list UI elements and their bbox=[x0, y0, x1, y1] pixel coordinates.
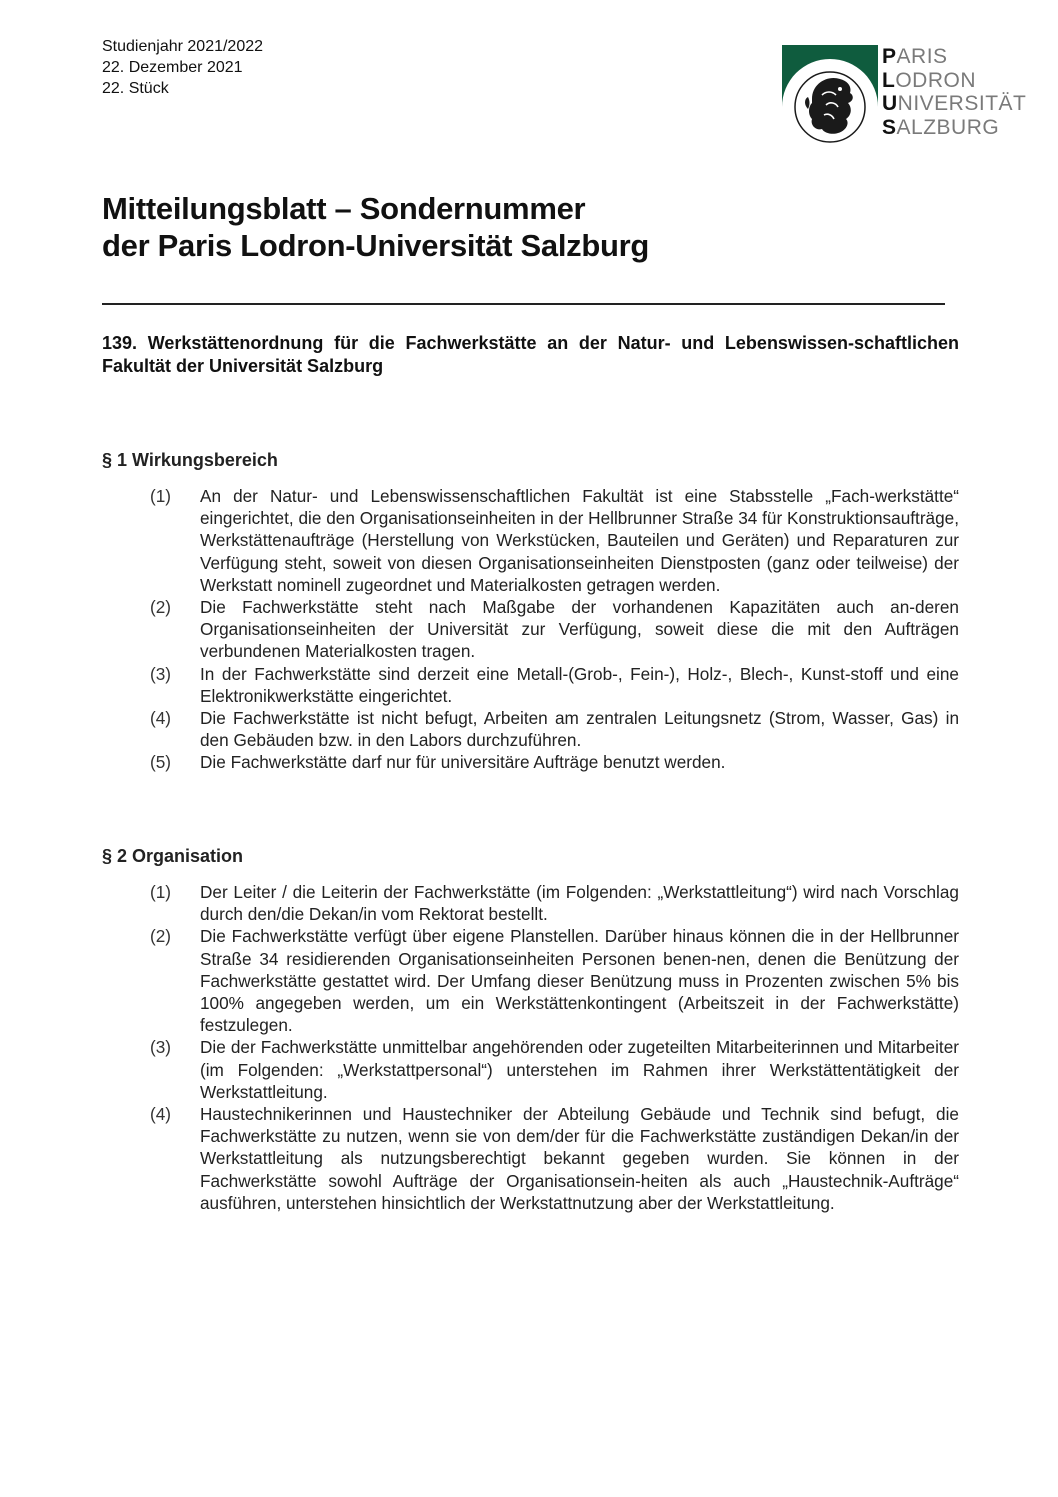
document-subtitle: 139. Werkstättenordnung für die Fachwerkstätte an der Natur- und Lebenswissen-schaftlichen Fakultät der Universität Salzburg bbox=[102, 333, 959, 376]
item-text: In der Fachwerkstätte sind derzeit eine Metall-(Grob-, Fein-), Holz-, Blech-, Kunst-stoff und eine Elektronikwerkstätte eingerichtet. bbox=[200, 663, 959, 706]
logo-word: ARIS bbox=[896, 45, 948, 68]
section-2 bbox=[102, 845, 959, 1214]
item-number: (3) bbox=[150, 663, 172, 684]
section-1 bbox=[102, 449, 959, 774]
section-heading: § 2 Organisation bbox=[102, 846, 244, 866]
divider bbox=[102, 303, 945, 305]
logo-word: ODRON bbox=[895, 68, 976, 92]
list-item bbox=[102, 485, 959, 596]
item-number: (4) bbox=[150, 1104, 172, 1125]
list-item bbox=[102, 1103, 959, 1214]
issue-number: 22. Stück bbox=[102, 80, 169, 97]
logo-initial: U bbox=[882, 92, 898, 115]
title-line-1: Mitteilungsblatt – Sondernummer bbox=[102, 191, 586, 226]
list-item bbox=[102, 1036, 959, 1103]
logo-initial: P bbox=[882, 45, 897, 68]
item-text: Die Fachwerkstätte darf nur für universitäre Aufträge benutzt werden. bbox=[200, 752, 726, 773]
list-item bbox=[102, 881, 959, 925]
section-items bbox=[102, 881, 959, 1214]
title-line-2: der Paris Lodron-Universität Salzburg bbox=[102, 228, 650, 263]
section-items bbox=[102, 485, 959, 774]
study-year: Studienjahr 2021/2022 bbox=[102, 38, 264, 55]
list-item bbox=[102, 663, 959, 707]
section-heading: § 1 Wirkungsbereich bbox=[102, 450, 278, 470]
item-text: Die der Fachwerkstätte unmittelbar angehörenden oder zugeteilten Mitarbeiterinnen und Mitarbeiter (im Folgenden: „Werkstattpersonal“) unterstehen im Rahmen ihrer Werkstättentätigkeit der Werkstattleitung. bbox=[200, 1037, 959, 1102]
item-number: (1) bbox=[150, 486, 172, 506]
item-text: Die Fachwerkstätte steht nach Maßgabe der vorhandenen Kapazitäten auch an-deren Organisationseinheiten der Universität zur Verfügung, soweit diese die mit den Aufträgen verbundenen Materialkosten tragen. bbox=[200, 597, 959, 662]
logo-initial: S bbox=[882, 115, 897, 139]
item-text: An der Natur- und Lebenswissenschaftlichen Fakultät ist eine Stabsstelle „Fach-werkstätte“ eingerichtet, die den Organisationseinheiten in der Hellbrunner Straße 34 für Konstruktionsaufträge, Werkstättenaufträge (Herstellung von Werkstücken, Bauteilen und Geräten) und Reparaturen zur Verfügung steht, soweit von diesen Organisationseinheiten Dienstposten (ganz oder teilweise) der Werkstatt nominell zugeordnet und Materialkosten getragen werden. bbox=[200, 486, 959, 595]
item-text: Der Leiter / die Leiterin der Fachwerkstätte (im Folgenden: „Werkstattleitung“) wird nach Vorschlag durch den/die Dekan/in vom Rektorat bestellt. bbox=[200, 882, 959, 925]
issue-metadata bbox=[102, 36, 263, 99]
item-number: (3) bbox=[150, 1037, 172, 1058]
item-text: Die Fachwerkstätte ist nicht befugt, Arbeiten am zentralen Leitungsnetz (Strom, Wasser, Gas) in den Gebäuden bzw. in den Labors durchzuführen. bbox=[200, 708, 959, 751]
list-item bbox=[102, 925, 959, 1036]
item-number: (4) bbox=[150, 708, 172, 729]
lion-seal-icon bbox=[782, 45, 878, 145]
list-item bbox=[102, 751, 959, 773]
logo-word: NIVERSITÄT bbox=[897, 92, 1027, 115]
item-number: (2) bbox=[150, 926, 172, 947]
item-text: Haustechnikerinnen und Haustechniker der Abteilung Gebäude und Technik sind befugt, die Fachwerkstätte zu nutzen, wenn sie von dem/der für die Fachwerkstätte zuständigen Dekan/in der Werkstattleitung als nutzungsberechtigt bekannt gegeben wurden. Sie können in der Fachwerkstätte sowohl Aufträge der Organisationsein-heiten als auch „Haustechnik-Aufträge“ ausführen, unterstehen hinsichtlich der Werkstattnutzung aber der Werkstattleitung. bbox=[200, 1104, 959, 1213]
university-logo bbox=[782, 45, 1032, 145]
issue-date: 22. Dezember 2021 bbox=[102, 59, 243, 76]
list-item bbox=[102, 596, 959, 663]
logo-word: ALZBURG bbox=[896, 115, 1000, 139]
page-title bbox=[102, 190, 649, 264]
list-item bbox=[102, 707, 959, 751]
item-number: (1) bbox=[150, 882, 172, 902]
logo-wordmark bbox=[882, 45, 1026, 139]
item-number: (5) bbox=[150, 752, 172, 773]
logo-initial: L bbox=[882, 68, 896, 92]
item-number: (2) bbox=[150, 597, 172, 618]
item-text: Die Fachwerkstätte verfügt über eigene Planstellen. Darüber hinaus können die in der Hellbrunner Straße 34 residierenden Organisationseinheiten Personen benen-nen, denen die Benützung der Fachwerkstätte gestattet wird. Der Umfang dieser Benützung muss in Prozenten zwischen 5% bis 100% angegeben werden, um ein Werkstättenkontingent (Arbeitszeit in der Fachwerkstätte) festzulegen. bbox=[200, 926, 959, 1036]
